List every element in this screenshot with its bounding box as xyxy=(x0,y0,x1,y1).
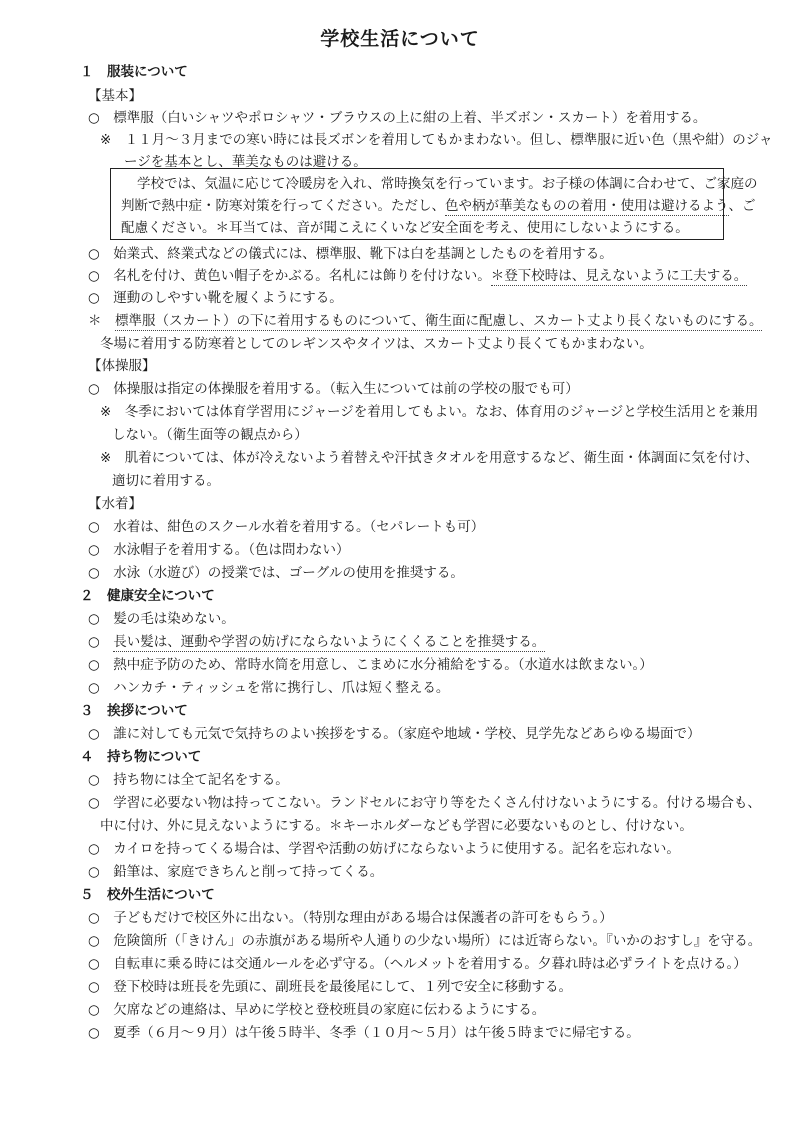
list-item: ○ 体操服は指定の体操服を着用する。（転入生については前の学校の服でも可） xyxy=(88,381,579,397)
list-item: ○ 運動のしやすい靴を履くようにする。 xyxy=(88,290,343,306)
list-item: ＊ 標準服（スカート）の下に着用するものについて、衛生面に配慮し、スカート丈より長くないものにする。 xyxy=(88,313,763,329)
list-item: ○ 水泳帽子を着用する。（色は問わない） xyxy=(88,542,350,558)
list-item: ○ 髪の毛は染めない。 xyxy=(88,611,235,627)
section-heading-clothing: １ 服装について xyxy=(80,64,188,80)
list-item: ○ 持ち物には全て記名をする。 xyxy=(88,772,289,788)
page-title: 学校生活について xyxy=(320,28,480,50)
subheading-basic: 【基本】 xyxy=(88,88,142,104)
list-item: ○ 長い髪は、運動や学習の妨げにならないようにくくることを推奨する。 xyxy=(88,634,546,650)
section-heading-outside-life: ５ 校外生活について xyxy=(80,887,215,903)
list-item: ○ 危険箇所（「きけん」の赤旗がある場所や人通りの少ない場所）には近寄らない。『いかのおすし』を守る。 xyxy=(88,933,762,949)
list-item: ○ 夏季（６月～９月）は午後５時半、冬季（１０月～５月）は午後５時までに帰宅する。 xyxy=(88,1025,640,1041)
section-heading-belongings: ４ 持ち物について xyxy=(80,749,202,765)
note-item-continued: ージを基本とし、華美なものは避ける。 xyxy=(124,154,367,170)
note-item-continued: 適切に着用する。 xyxy=(112,473,220,489)
section-heading-greeting: ３ 挨拶について xyxy=(80,703,188,719)
note-item: ※ １１月～３月までの寒い時には長ズボンを着用してもかまわない。但し、標準服に近い色（黒や紺）のジャ xyxy=(100,132,773,148)
list-item: ○ 子どもだけで校区外に出ない。（特別な理由がある場合は保護者の許可をもらう。） xyxy=(88,910,613,926)
list-item: ○ カイロを持ってくる場合は、学習や活動の妨げにならないように使用する。記名を忘れない。 xyxy=(88,841,680,857)
list-item: ○ 欠席などの連絡は、早めに学校と登校班員の家庭に伝わるようにする。 xyxy=(88,1002,546,1018)
list-item: ○ 始業式、終業式などの儀式には、標準服、靴下は白を基調としたものを着用する。 xyxy=(88,246,613,262)
notice-line: 学校では、気温に応じて冷暖房を入れ、常時換気を行っています。お子様の体調に合わせて、ご家庭の xyxy=(137,176,758,192)
list-item: ○ 誰に対しても元気で気持ちのよい挨拶をする。（家庭や地域・学校、見学先などあらゆる場面で） xyxy=(88,726,701,742)
note-item: ※ 肌着については、体が冷えないよう着替えや汗拭きタオルを用意するなど、衛生面・体調面に気を付け、 xyxy=(100,450,759,466)
underlined-text: ＊登下校時は、見えないように工夫する。 xyxy=(490,268,748,284)
list-item: ○ 名札を付け、黄色い帽子をかぶる。名札には飾りを付けない。＊登下校時は、見えないように工夫する。 xyxy=(88,268,748,284)
subheading-swimsuit: 【水着】 xyxy=(88,496,142,512)
list-item: ○ 水着は、紺色のスクール水着を着用する。（セパレートも可） xyxy=(88,519,485,535)
list-item: ○ 登下校時は班長を先頭に、副班長を最後尾にして、１列で安全に移動する。 xyxy=(88,979,573,995)
list-item: ○ 自転車に乗る時には交通ルールを必ず守る。（ヘルメットを着用する。夕暮れ時は必ずライトを点ける。） xyxy=(88,956,747,972)
list-item-continued: 中に付け、外に見えないようにする。＊キーホルダーなども学習に必要ないものとし、付けない。 xyxy=(100,818,693,834)
underlined-text: 色や柄が華美なものの着用・使用は避けるよう xyxy=(445,198,729,214)
section-heading-health: ２ 健康安全について xyxy=(80,588,215,604)
list-item: ○ 標準服（白いシャツやポロシャツ・ブラウスの上に紺の上着、半ズボン・スカート）を着用する。 xyxy=(88,110,707,126)
note-item: ※ 冬季においては体育学習用にジャージを着用してもよい。なお、体育用のジャージと学校生活用とを兼用 xyxy=(100,404,759,420)
underlined-text: 標準服（スカート）の下に着用するものについて、衛生面に配慮し、スカート丈より長くないものにする。 xyxy=(115,313,763,329)
notice-line: 配慮ください。＊耳当ては、音が聞こえにくいなど安全面を考え、使用にしないようにする。 xyxy=(121,220,689,236)
notice-box xyxy=(110,168,758,240)
list-item-continued: 冬場に着用する防寒着としてのレギンスやタイツは、スカート丈より長くてもかまわない。 xyxy=(100,336,653,352)
list-item: ○ 水泳（水遊び）の授業では、ゴーグルの使用を推奨する。 xyxy=(88,565,464,581)
list-item: ○ 学習に必要ない物は持ってこない。ランドセルにお守り等をたくさん付けないようにする。付ける場合も、 xyxy=(88,795,761,811)
subheading-gym-clothes: 【体操服】 xyxy=(88,358,156,374)
list-item: ○ 鉛筆は、家庭できちんと削って持ってくる。 xyxy=(88,864,384,880)
list-item: ○ ハンカチ・ティッシュを常に携行し、爪は短く整える。 xyxy=(88,680,450,696)
note-item-continued: しない。（衛生面等の観点から） xyxy=(112,427,308,443)
underlined-text: 長い髪は、運動や学習の妨げにならないようにくくることを推奨する。 xyxy=(113,634,546,650)
notice-line: 判断で熱中症・防寒対策を行ってください。ただし、色や柄が華美なものの着用・使用は避けるよう、ご xyxy=(121,198,756,214)
list-item: ○ 熱中症予防のため、常時水筒を用意し、こまめに水分補給をする。（水道水は飲まない。） xyxy=(88,657,653,673)
